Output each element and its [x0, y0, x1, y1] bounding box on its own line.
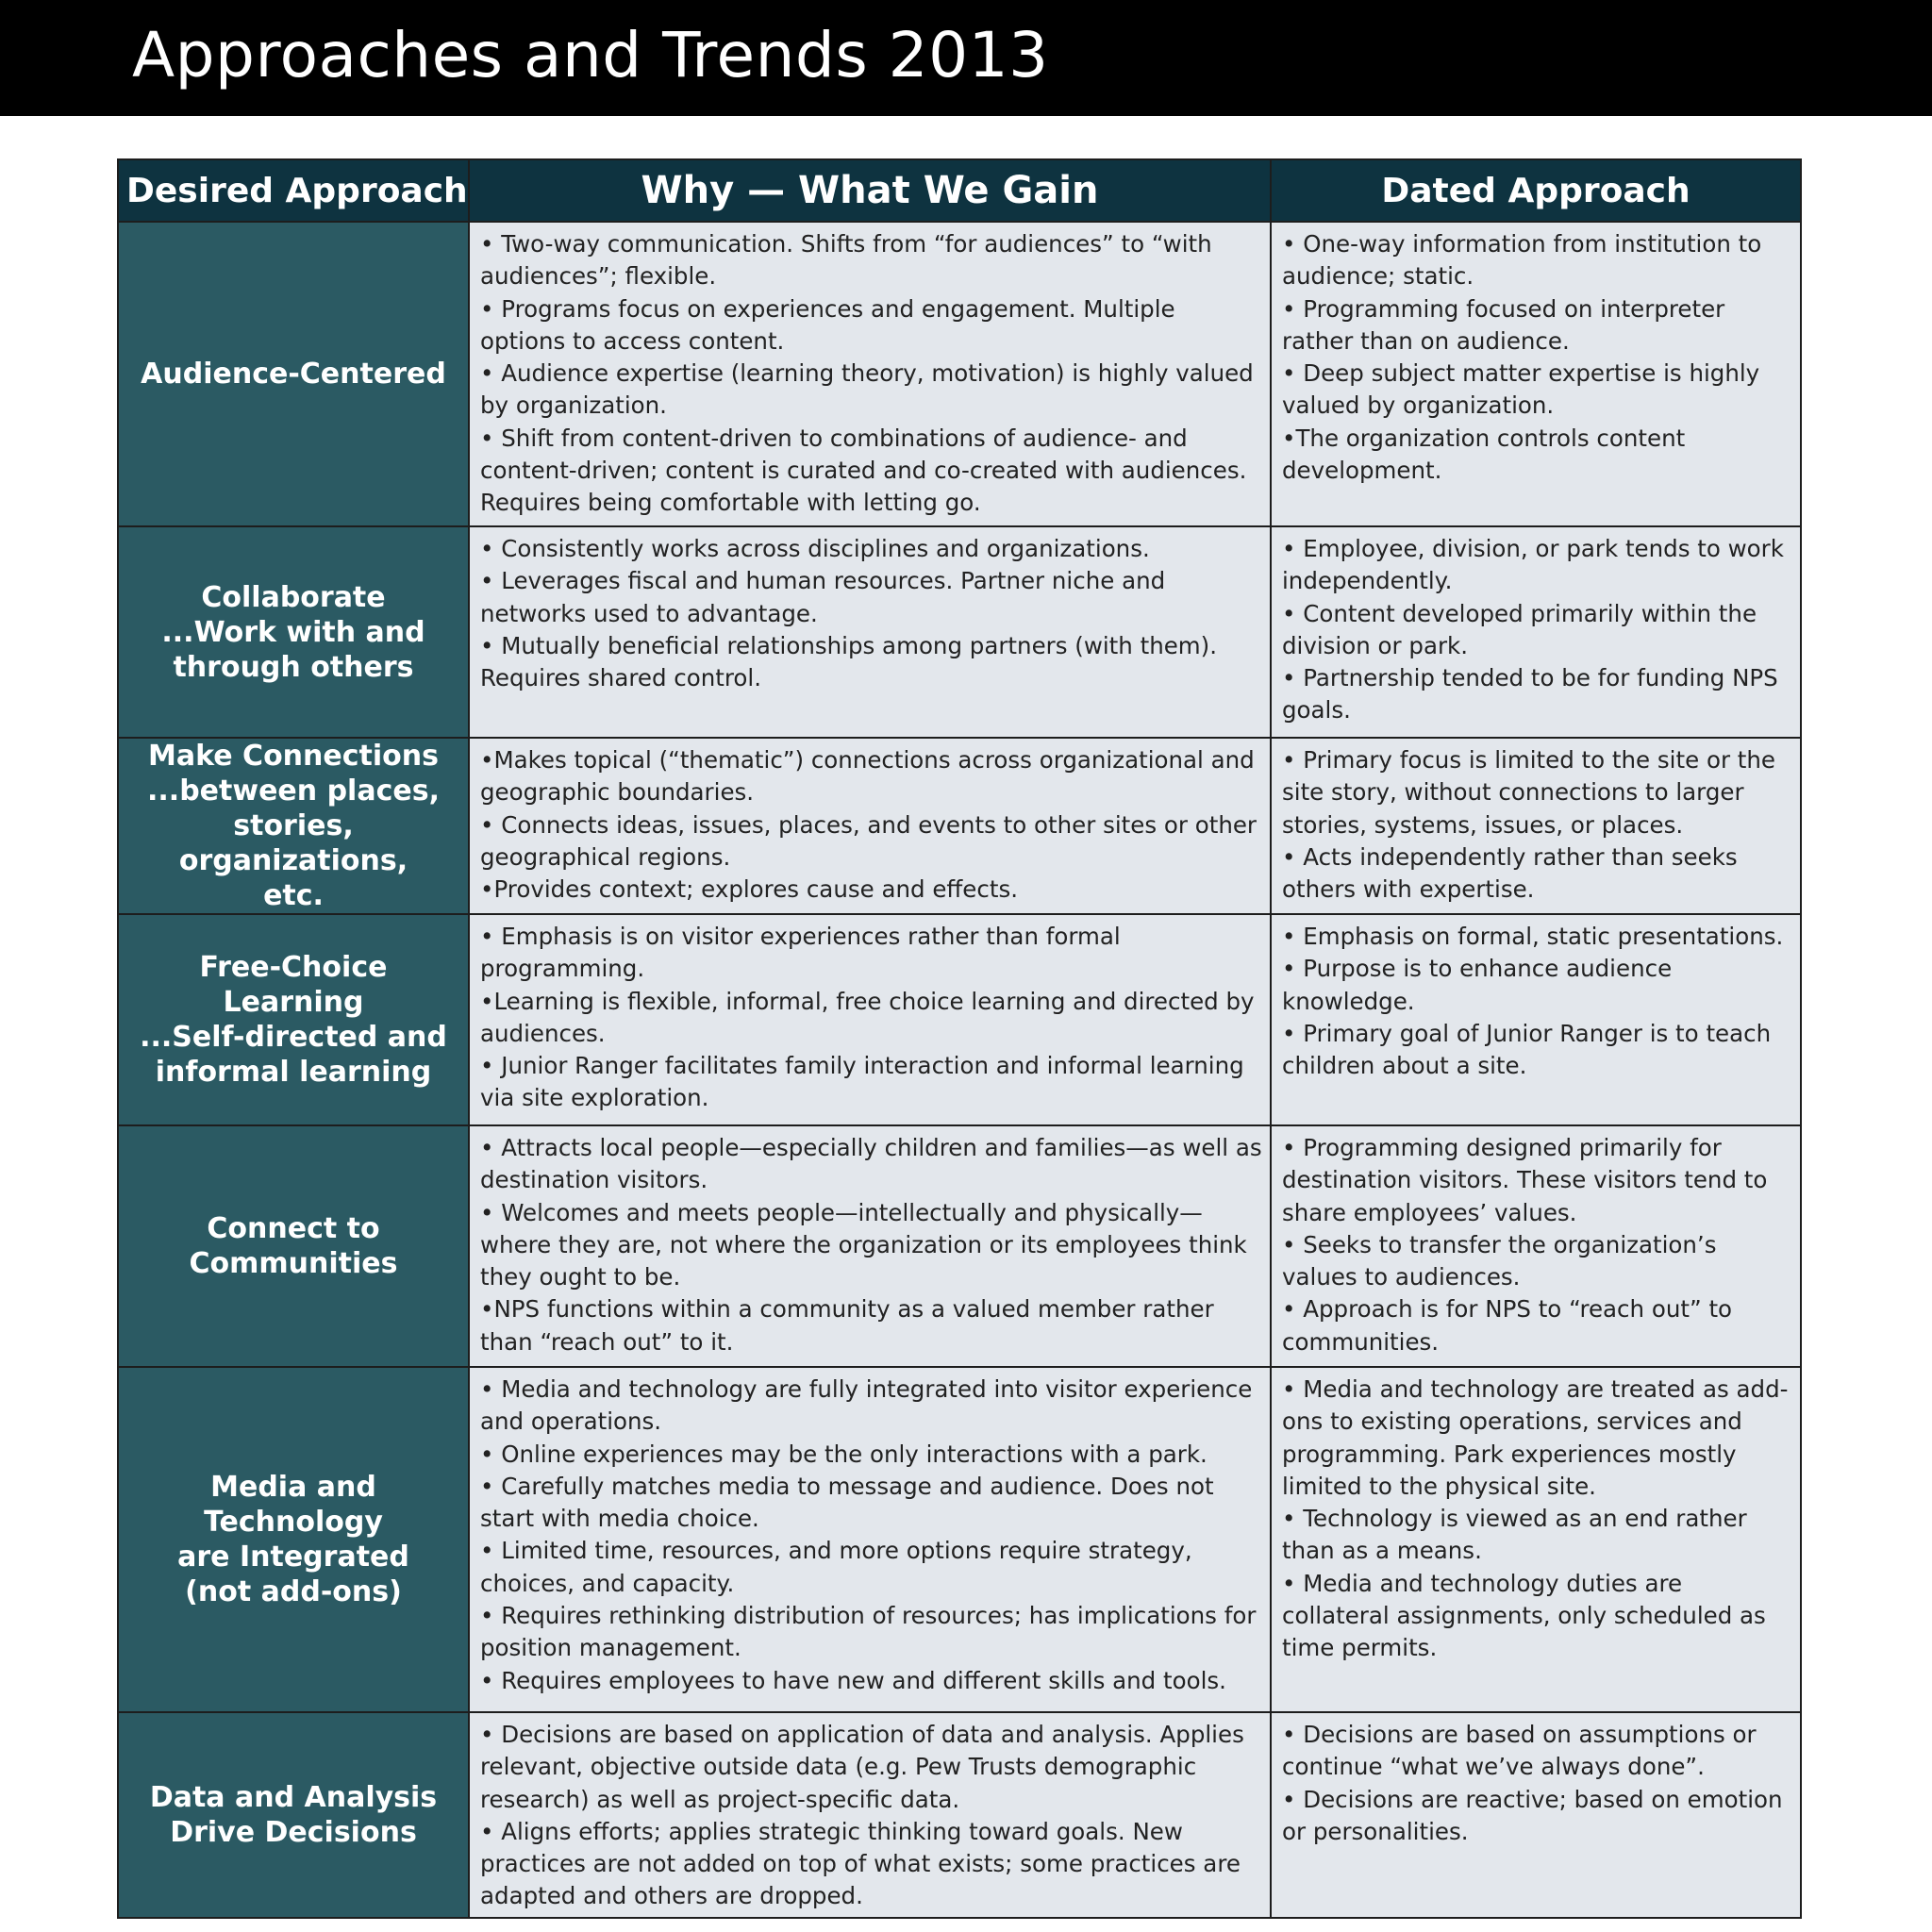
dated-bullet: • Decisions are based on assumptions or continue “what we’ve always done”. — [1282, 1721, 1757, 1781]
table-row — [118, 738, 1801, 914]
gain-bullet: • Shift from content-driven to combinations of audience- and content-driven; content is curated and co-created with audiences. Requires being comfortable with letting go. — [480, 424, 1247, 517]
approach-name-cell — [118, 1367, 469, 1712]
dated-bullet: • Programming focused on interpreter rather than on audience. — [1282, 294, 1725, 355]
gain-cell — [469, 1125, 1271, 1367]
dated-bullet: • Employee, division, or park tends to work independently. — [1282, 535, 1784, 595]
dated-bullet: • Media and technology duties are collateral assignments, only scheduled as time permits. — [1282, 1569, 1766, 1662]
header-why-what-we-gain: Why — What We Gain — [469, 159, 1271, 222]
approach-name-cell — [118, 222, 469, 526]
gain-bullet: • Requires rethinking distribution of resources; has implications for position management. — [480, 1602, 1257, 1662]
approach-name-line: Audience-Centered — [141, 358, 446, 391]
gain-bullet: • Limited time, resources, and more options require strategy, choices, and capacity. — [480, 1537, 1192, 1597]
gain-cell — [469, 914, 1271, 1125]
approach-name-cell — [118, 914, 469, 1125]
gain-bullet: • Online experiences may be the only interactions with a park. — [480, 1440, 1208, 1468]
gain-cell — [469, 526, 1271, 738]
dated-bullet: • Technology is viewed as an end rather than as a means. — [1282, 1505, 1747, 1565]
gain-bullet: • Audience expertise (learning theory, motivation) is highly valued by organization. — [480, 359, 1254, 420]
approach-name-line: Collaborate — [201, 580, 386, 614]
gain-bullet: • Connects ideas, issues, places, and events to other sites or other geographical regions. — [480, 810, 1257, 871]
dated-bullet: • Approach is for NPS to “reach out” to communities. — [1282, 1295, 1733, 1356]
approach-name-line: Drive Decisions — [170, 1815, 417, 1849]
header-dated-approach: Dated Approach — [1271, 159, 1801, 222]
gain-bullet: • Carefully matches media to message and audience. Does not start with media choice. — [480, 1472, 1214, 1533]
dated-bullet: • Purpose is to enhance audience knowledge. — [1282, 955, 1673, 1015]
approach-name-line: ...Self-directed and — [140, 1021, 447, 1054]
table-row — [118, 1367, 1801, 1712]
dated-bullet: • Seeks to transfer the organization’s values to audiences. — [1282, 1230, 1717, 1291]
approach-name-cell — [118, 526, 469, 738]
dated-bullet: • Media and technology are treated as add-ons to existing operations, services and programming. Park experiences mostly limited to the physical site. — [1282, 1375, 1789, 1500]
approach-name-line: etc. — [263, 879, 324, 912]
gain-bullet: • Mutually beneficial relationships among partners (with them). Requires shared control. — [480, 631, 1218, 692]
dated-cell — [1271, 738, 1801, 914]
approach-name-line: (not add-ons) — [185, 1575, 402, 1608]
gain-cell — [469, 1367, 1271, 1712]
approach-name-line: Data and Analysis — [149, 1780, 438, 1814]
header-row — [118, 159, 1801, 222]
dated-bullet: • Primary focus is limited to the site or the site story, without connections to larger stories, systems, issues, or places. — [1282, 746, 1776, 839]
gain-bullet: • Requires employees to have new and different skills and tools. — [480, 1666, 1226, 1694]
dated-cell — [1271, 526, 1801, 738]
gain-bullet: •Makes topical (“thematic”) connections across organizational and geographic boundaries. — [480, 746, 1255, 807]
approaches-table — [117, 158, 1802, 1919]
approach-name-cell — [118, 1712, 469, 1918]
approach-name-line: ...between places, — [147, 774, 440, 808]
approach-name-line: Make Connections — [148, 740, 439, 773]
approach-name-line: through others — [173, 650, 414, 684]
dated-bullet: • Deep subject matter expertise is highly valued by organization. — [1282, 359, 1760, 420]
dated-bullet: • Programming designed primarily for destination visitors. These visitors tend to share employees’ values. — [1282, 1134, 1768, 1226]
table-row — [118, 1712, 1801, 1918]
table-row — [118, 914, 1801, 1125]
approach-name-line: Media and Technology — [204, 1471, 383, 1539]
gain-cell — [469, 222, 1271, 526]
gain-bullet: • Decisions are based on application of data and analysis. Applies relevant, objective outside data (e.g. Pew Trusts demographic research) as well as project-specific data. — [480, 1721, 1244, 1813]
gain-bullet: • Media and technology are fully integrated into visitor experience and operations. — [480, 1375, 1253, 1436]
approach-name-line: Free-Choice Learning — [199, 951, 388, 1019]
dated-cell — [1271, 222, 1801, 526]
dated-cell — [1271, 1367, 1801, 1712]
dated-bullet: •The organization controls content development. — [1282, 424, 1686, 485]
approach-name-line: stories, organizations, — [178, 809, 408, 877]
dated-cell — [1271, 1712, 1801, 1918]
dated-bullet: • Decisions are reactive; based on emotion or personalities. — [1282, 1785, 1783, 1845]
approach-name-cell — [118, 1125, 469, 1367]
gain-bullet: • Leverages fiscal and human resources. Partner niche and networks used to advantage. — [480, 567, 1166, 627]
dated-bullet: • Primary goal of Junior Ranger is to teach children about a site. — [1282, 1019, 1772, 1080]
table-row — [118, 1125, 1801, 1367]
gain-bullet: • Attracts local people—especially children and families—as well as destination visitors. — [480, 1134, 1262, 1194]
dated-cell — [1271, 914, 1801, 1125]
gain-bullet: • Junior Ranger facilitates family interaction and informal learning via site exploration. — [480, 1052, 1244, 1112]
gain-bullet: • Emphasis is on visitor experiences rather than formal programming. — [480, 923, 1121, 983]
table-body — [118, 222, 1801, 1918]
title-band — [0, 0, 1932, 116]
header-desired-approach: Desired Approach — [118, 159, 469, 222]
gain-bullet: •Provides context; explores cause and effects. — [480, 875, 1019, 904]
approach-name-line: are Integrated — [177, 1541, 409, 1574]
approach-name-line: ...Work with and — [161, 615, 425, 649]
gain-bullet: • Two-way communication. Shifts from “for audiences” to “with audiences”; flexible. — [480, 230, 1212, 291]
approach-name-line: Communities — [189, 1247, 398, 1280]
gain-cell — [469, 738, 1271, 914]
gain-bullet: • Programs focus on experiences and engagement. Multiple options to access content. — [480, 294, 1175, 355]
approach-name-line: Connect to — [207, 1212, 380, 1245]
table-row — [118, 222, 1801, 526]
dated-bullet: • Partnership tended to be for funding NPS goals. — [1282, 664, 1778, 724]
approach-name-line: informal learning — [155, 1056, 432, 1089]
gain-cell — [469, 1712, 1271, 1918]
approach-name-cell — [118, 738, 469, 914]
table-row — [118, 526, 1801, 738]
gain-bullet: •NPS functions within a community as a valued member rather than “reach out” to it. — [480, 1295, 1214, 1356]
gain-bullet: • Consistently works across disciplines and organizations. — [480, 535, 1150, 562]
gain-bullet: • Aligns efforts; applies strategic thinking toward goals. New practices are not added on top of what exists; some practices are adapted and others are dropped. — [480, 1817, 1241, 1910]
gain-bullet: • Welcomes and meets people—intellectually and physically—where they are, not where the organization or its employees think they ought to be. — [480, 1198, 1247, 1291]
page-title: Approaches and Trends 2013 — [132, 19, 1049, 92]
dated-cell — [1271, 1125, 1801, 1367]
dated-bullet: • Emphasis on formal, static presentations. — [1282, 923, 1784, 950]
dated-bullet: • One-way information from institution to audience; static. — [1282, 230, 1762, 291]
gain-bullet: •Learning is flexible, informal, free choice learning and directed by audiences. — [480, 987, 1255, 1047]
dated-bullet: • Content developed primarily within the division or park. — [1282, 599, 1757, 659]
dated-bullet: • Acts independently rather than seeks others with expertise. — [1282, 842, 1738, 904]
